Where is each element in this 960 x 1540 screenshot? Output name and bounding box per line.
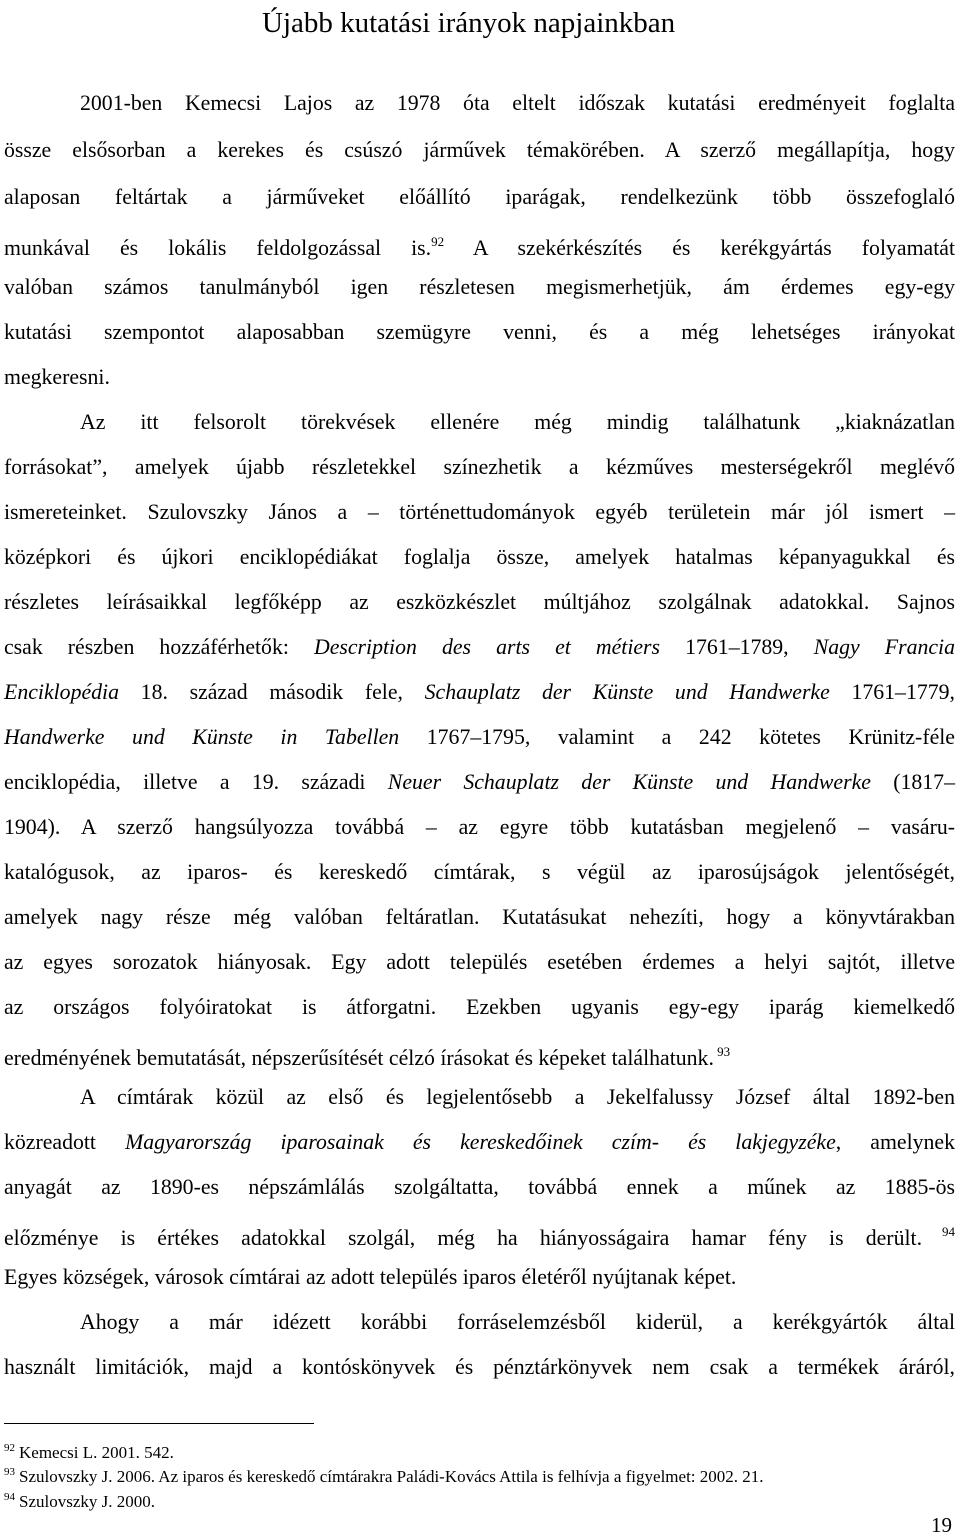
text-line — [4, 274, 955, 300]
text-line — [4, 724, 955, 750]
text-run: Schauplatz der Künste und Handwerke — [424, 680, 830, 704]
footnote-ref: 92 — [431, 234, 445, 249]
footnote-text: Szulovszky J. 2006. Az iparos és kereskedő címtárakra Paládi-Kovács Attila is felhívja a figyelmet: 2002. 21. — [19, 1467, 764, 1486]
text-run: forrásokat”, amelyek újabb részletekkel színezhetik a kézműves mesterségekről meglévő — [4, 455, 955, 479]
text-run: Magyarország iparosainak és kereskedőinek czím- és lakjegyzéke — [125, 1130, 836, 1154]
footnote — [4, 1487, 155, 1512]
text-line — [4, 1219, 955, 1250]
text-line — [80, 409, 955, 435]
text-line — [4, 499, 955, 525]
text-run: megkeresni. — [4, 365, 110, 389]
text-line — [4, 229, 955, 260]
footnote-number: 92 — [4, 1442, 15, 1454]
text-run: alaposan feltártak a járműveket előállító iparágak, rendelkezünk több összefoglaló — [4, 185, 955, 209]
text-run: , amelynek — [835, 1130, 955, 1154]
page-title: Újabb kutatási irányok napjainkban — [262, 7, 676, 39]
text-line — [80, 90, 955, 116]
text-run: középkori és újkori enciklopédiákat foglalja össze, amelyek hatalmas képanyagukkal és — [4, 545, 955, 569]
text-line — [4, 994, 955, 1020]
footnote-text: Szulovszky J. 2000. — [19, 1492, 155, 1511]
text-run: A címtárak közül az első és legjelentősebb a Jekelfalussy József által 1892-ben — [80, 1085, 955, 1109]
text-run: katalógusok, az iparos- és kereskedő címtárak, s végül az iparosújságok jelentőségét, — [4, 860, 955, 884]
page-number: 19 — [931, 1513, 952, 1537]
text-run: eredményének bemutatását, népszerűsítését célzó írásokat és képeket találhatunk. — [4, 1046, 714, 1070]
text-run: Ahogy a már idézett korábbi forráselemzésből kiderül, a kerékgyártók által — [80, 1310, 955, 1334]
text-run: valóban számos tanulmányból igen részletesen megismerhetjük, ám érdemes egy-egy — [4, 275, 955, 299]
text-run: Egyes községek, városok címtárai az adott település iparos életéről nyújtanak képet. — [4, 1265, 737, 1289]
text-run: kutatási szempontot alaposabban szemügyre venni, és a még lehetséges irányokat — [4, 320, 955, 344]
text-line — [4, 814, 955, 840]
text-run: 2001-ben Kemecsi Lajos az 1978 óta eltelt időszak kutatási eredményeit foglalta — [80, 91, 955, 115]
text-line — [80, 1309, 955, 1335]
text-line — [4, 1129, 955, 1155]
text-run: A szekérkészítés és kerékgyártás folyamatát — [444, 236, 955, 260]
text-line — [4, 904, 955, 930]
text-line — [4, 634, 955, 660]
text-line — [4, 184, 955, 210]
text-run: Enciklopédia — [4, 680, 119, 704]
text-run: 1761–1789, — [660, 635, 814, 659]
text-run: Neuer Schauplatz der Künste und Handwerke — [387, 770, 871, 794]
text-run: 1767–1795, valamint a 242 kötetes Krünitz-féle — [399, 725, 955, 749]
text-run: munkával és lokális feldolgozással is. — [4, 236, 432, 260]
text-line — [4, 364, 955, 390]
footnote-text: Kemecsi L. 2001. 542. — [19, 1443, 174, 1462]
text-run: 18. század második fele, — [119, 680, 425, 704]
text-run: Description des arts et métiers — [313, 635, 661, 659]
text-run: enciklopédia, illetve a 19. századi — [4, 770, 388, 794]
footnote-number: 94 — [4, 1491, 15, 1503]
footnote-ref: 94 — [922, 1224, 955, 1239]
text-run: ismereteinket. Szulovszky János a – történettudományok egyéb területein már jól ismert – — [4, 500, 955, 524]
text-line — [4, 859, 955, 885]
text-run: 1761–1779, — [829, 680, 955, 704]
text-run: (1817– — [870, 770, 955, 794]
text-line — [4, 1354, 955, 1380]
text-line — [4, 949, 955, 975]
text-line — [4, 544, 955, 570]
footnote-separator — [4, 1423, 314, 1424]
text-line — [4, 454, 955, 480]
text-run: az országos folyóiratokat is átforgatni. Ezekben ugyanis egy-egy iparág kiemelkedő — [4, 995, 955, 1019]
text-line — [4, 1264, 955, 1290]
text-run: össze elsősorban a kerekes és csúszó járművek témakörében. A szerző megállapítja, hogy — [4, 138, 955, 162]
text-line — [4, 319, 955, 345]
footnote — [4, 1438, 174, 1463]
text-line — [4, 769, 955, 795]
text-run: Az itt felsorolt törekvések ellenére még mindig találhatunk „kiaknázatlan — [80, 410, 955, 434]
text-run: használt limitációk, majd a kontóskönyvek és pénztárkönyvek nem csak a termékek áráról, — [4, 1355, 955, 1379]
text-run: Nagy Francia — [813, 635, 955, 659]
text-line — [4, 589, 955, 615]
footnote — [4, 1462, 764, 1487]
text-line — [4, 1039, 955, 1070]
text-run: az egyes sorozatok hiányosak. Egy adott település esetében érdemes a helyi sajtót, illetve — [4, 950, 955, 974]
text-line — [4, 1174, 955, 1200]
footnote-number: 93 — [4, 1466, 15, 1478]
text-run: közreadott — [4, 1130, 126, 1154]
text-line — [4, 137, 955, 163]
text-line — [80, 1084, 955, 1110]
text-run: anyagát az 1890-es népszámlálás szolgáltatta, továbbá ennek a műnek az 1885-ös — [4, 1175, 955, 1199]
text-line — [4, 679, 955, 705]
footnote-ref: 93 — [713, 1044, 731, 1059]
text-run: 1904). A szerző hangsúlyozza továbbá – az egyre több kutatásban megjelenő – vasáru- — [4, 815, 955, 839]
text-run: amelyek nagy része még valóban feltáratlan. Kutatásukat nehezíti, hogy a könyvtárakban — [4, 905, 955, 929]
text-run: Handwerke und Künste in Tabellen — [4, 725, 400, 749]
text-run: csak részben hozzáférhetők: — [4, 635, 314, 659]
text-run: előzménye is értékes adatokkal szolgál, még ha hiányosságaira hamar fény is derült. — [4, 1226, 923, 1250]
text-run: részletes leírásaikkal legfőképp az eszközkészlet múltjához szolgálnak adatokkal. Sajnos — [4, 590, 955, 614]
